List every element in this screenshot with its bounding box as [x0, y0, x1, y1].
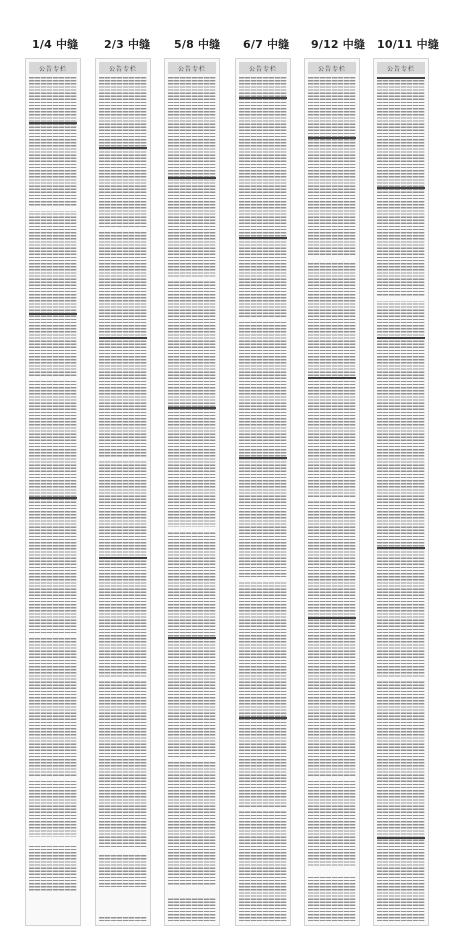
section-heading — [377, 187, 425, 189]
newspaper-column-1-4 — [25, 58, 81, 926]
paragraph-gap — [308, 777, 356, 781]
newspaper-column-6-7 — [235, 58, 291, 926]
paragraph-gap — [239, 577, 287, 581]
section-heading — [377, 77, 425, 79]
announcement-text-block — [239, 77, 287, 921]
announcement-text-block — [29, 77, 77, 921]
section-heading — [168, 637, 216, 639]
section-heading — [29, 313, 77, 315]
newspaper-column-10-11 — [373, 58, 429, 926]
section-heading — [99, 147, 147, 149]
section-heading — [239, 457, 287, 459]
paragraph-gap — [168, 277, 216, 281]
paragraph-gap — [308, 257, 356, 261]
paragraph-gap — [168, 527, 216, 531]
newspaper-column-9-12 — [304, 58, 360, 926]
paragraph-gap — [377, 677, 425, 681]
paragraph-gap — [308, 867, 356, 877]
section-heading — [308, 377, 356, 379]
section-heading — [168, 177, 216, 179]
announcement-text-block — [168, 77, 216, 921]
paragraph-gap — [168, 885, 216, 897]
section-heading — [377, 337, 425, 339]
text-lines — [377, 77, 425, 921]
paragraph-gap — [99, 847, 147, 855]
section-heading — [29, 497, 77, 499]
text-lines — [29, 77, 77, 921]
paragraph-gap — [29, 837, 77, 845]
paragraph-gap — [99, 677, 147, 681]
section-heading — [168, 407, 216, 409]
paragraph-gap — [239, 317, 287, 321]
paragraph-gap — [239, 807, 287, 811]
announcement-text-block — [308, 77, 356, 921]
column-label-5-8: 5/8 中缝 — [174, 38, 221, 51]
section-heading — [377, 837, 425, 839]
paragraph-gap — [29, 377, 77, 381]
paragraph-gap — [29, 633, 77, 637]
column-header: 公告专栏 — [168, 62, 216, 74]
newspaper-column-2-3 — [95, 58, 151, 926]
column-label-9-12: 9/12 中缝 — [311, 38, 366, 51]
section-heading — [239, 717, 287, 719]
column-label-2-3: 2/3 中缝 — [104, 38, 151, 51]
column-header: 公告专栏 — [99, 62, 147, 74]
column-header: 公告专栏 — [308, 62, 356, 74]
announcement-text-block — [99, 77, 147, 921]
text-lines — [99, 77, 147, 921]
section-heading — [308, 617, 356, 619]
paragraph-gap — [29, 777, 77, 781]
paragraph-gap — [168, 757, 216, 761]
text-lines — [239, 77, 287, 921]
column-header: 公告专栏 — [377, 62, 425, 74]
column-label-10-11: 10/11 中缝 — [377, 38, 440, 51]
paragraph-gap — [99, 887, 147, 917]
paragraph-gap — [377, 297, 425, 301]
column-header: 公告专栏 — [29, 62, 77, 74]
paragraph-gap — [99, 457, 147, 461]
newspaper-column-5-8 — [164, 58, 220, 926]
text-lines — [168, 77, 216, 921]
section-heading — [99, 337, 147, 339]
section-heading — [99, 557, 147, 559]
column-header: 公告专栏 — [239, 62, 287, 74]
section-heading — [308, 137, 356, 139]
paragraph-gap — [308, 497, 356, 501]
announcement-text-block — [377, 77, 425, 921]
column-label-6-7: 6/7 中缝 — [243, 38, 290, 51]
section-heading — [29, 122, 77, 124]
section-heading — [377, 547, 425, 549]
section-heading — [239, 97, 287, 99]
paragraph-gap — [99, 227, 147, 231]
paragraph-gap — [29, 892, 77, 922]
paragraph-gap — [29, 207, 77, 211]
section-heading — [239, 237, 287, 239]
column-label-1-4: 1/4 中缝 — [32, 38, 79, 51]
